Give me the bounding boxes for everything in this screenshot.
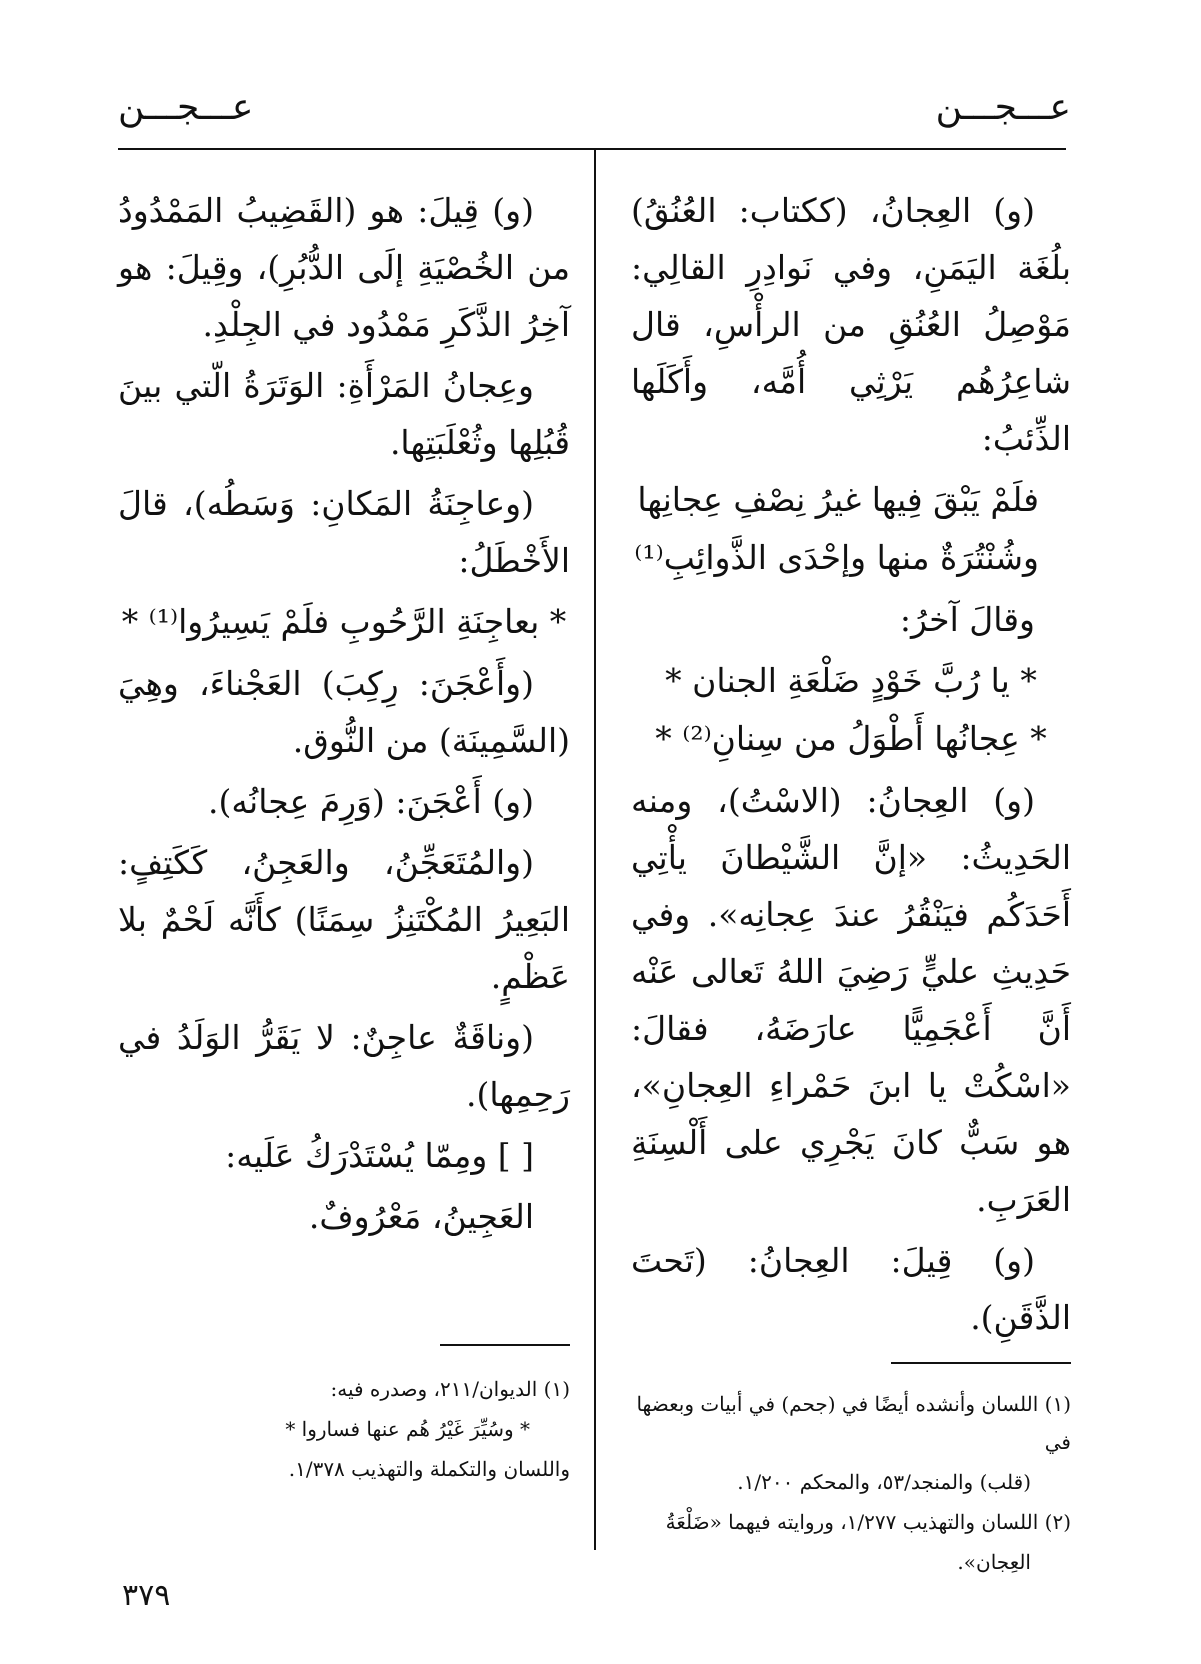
verse-line: وشُنْتُرَةٌ منها وإحْدَى الذَّوائِبِ⁽¹⁾ xyxy=(634,538,1039,577)
entry-paragraph: (وعاجِنَةُ المَكانِ: وَسَطُه)، قالَ الأَخْطَلُ: xyxy=(118,484,570,580)
right-column xyxy=(631,182,1071,1350)
entry-paragraph: (و) أَعْجَنَ: (وَرِمَ عِجانُه). xyxy=(207,782,534,821)
footnote-2: (٢) اللسان والتهذيب ١/٢٧٧، وروايته فيهما «ضَلْعَةُ xyxy=(665,1510,1071,1534)
verse-line: * يا رُبَّ خَوْدٍ ضَلْعَةِ الجنان * xyxy=(665,661,1037,700)
footnotes-left xyxy=(118,1370,570,1490)
verse-couplet xyxy=(631,652,1071,768)
verse-line: * بعاجِنَةِ الرَّحُوبِ فلَمْ يَسِيرُوا⁽¹⁾ * xyxy=(121,602,567,641)
verse-couplet xyxy=(631,471,1071,587)
entry-paragraph: (و) قِيلَ: هو (القَضِيبُ المَمْدُودُ من الخُصْيَةِ إلَى الدُّبُرِ)، وقِيلَ: هو آخِرُ الذَّكَرِ مَمْدُود في الجِلْدِ. xyxy=(118,191,570,344)
verse-line-block xyxy=(118,593,570,651)
page-number: ٣٧٩ xyxy=(122,1578,171,1613)
entry-paragraph: (و) قِيلَ: العِجانُ: (تَحتَ الذَّقَنِ). xyxy=(631,1241,1071,1337)
running-head-right: عـــجـــن xyxy=(935,87,1071,128)
column-divider xyxy=(594,150,596,1550)
footnote-rule-right xyxy=(891,1362,1071,1364)
footnote-1-verse: * وسُيِّرَ غَيْرُ هُم عنها فساروا * xyxy=(285,1417,530,1441)
entry-paragraph: (وناقَةٌ عاجِنٌ: لا يَقَرُّ الوَلَدُ في رَحِمِها). xyxy=(118,1018,570,1114)
entry-paragraph: [ ] ومِمّا يُسْتَدْرَكُ عَلَيه: xyxy=(225,1136,534,1175)
entry-paragraph: وقالَ آخرُ: xyxy=(899,600,1035,639)
header-rule xyxy=(118,148,1066,150)
footnote-rule-left xyxy=(440,1344,570,1346)
left-column xyxy=(118,182,570,1249)
entry-paragraph: (والمُتَعَجِّنُ، والعَجِنُ، كَكَتِفٍ: البَعِيرُ المُكْتَنِزُ سِمَنًا) كأَنَّه لَحْمٌ بلا عَظْمٍ. xyxy=(118,843,570,996)
footnotes-right xyxy=(631,1385,1071,1583)
footnote-1: (١) اللسان وأنشده أيضًا في (جحم) في أبيات وبعضها في xyxy=(636,1392,1071,1454)
entry-paragraph: العَجِينُ، مَعْرُوفٌ. xyxy=(308,1197,534,1236)
running-head-left: عـــجـــن xyxy=(118,87,254,128)
footnote-1-continuation: واللسان والتكملة والتهذيب ١/٣٧٨. xyxy=(288,1457,570,1481)
footnote-1: (١) الديوان/٢١١، وصدره فيه: xyxy=(330,1377,570,1401)
footnote-1-continuation: (قلب) والمنجد/٥٣، والمحكم ١/٢٠٠. xyxy=(737,1470,1031,1494)
entry-paragraph: وعِجانُ المَرْأَةِ: الوَتَرَةُ الّتي بينَ قُبُلِها وثُعْلَبَتِها. xyxy=(118,366,570,462)
entry-paragraph: (و) العِجانُ: (الاسْتُ)، ومنه الحَدِيثُ: «إنَّ الشَّيْطانَ يأْتِي أَحَدَكُم فيَنْقُرُ عندَ عِجانِه». وفي حَدِيثِ عليٍّ رَضِيَ اللهُ تَعالى عَنْه أَنَّ أَعْجَمِيًّا عارَضَهُ، فقالَ: «اسْكُتْ يا ابنَ حَمْراءِ العِجانِ»، هو سَبٌّ كانَ يَجْرِي على أَلْسِنَةِ العَرَبِ. xyxy=(631,781,1071,1219)
verse-line: فلَمْ يَبْقَ فِيها غيرُ نِصْفِ عِجانِها xyxy=(637,480,1039,519)
footnote-2-continuation: العِجان». xyxy=(957,1550,1031,1574)
verse-line: * عِجانُها أَطْوَلُ من سِنانِ⁽²⁾ * xyxy=(655,719,1047,758)
entry-paragraph: (وأَعْجَنَ: رِكِبَ) العَجْناءَ، وهِيَ (السَّمِينَة) من النُّوق. xyxy=(118,664,570,760)
entry-paragraph: (و) العِجانُ، (ككتاب: العُنُقُ) بلُغَة اليَمَنِ، وفي نَوادِرِ القالِي: مَوْصِلُ العُنُقِ من الرأْسِ، قال شاعِرُهُم يَرْثِي أُمَّه، وأَكَلَها الذِّئبُ: xyxy=(631,191,1071,458)
